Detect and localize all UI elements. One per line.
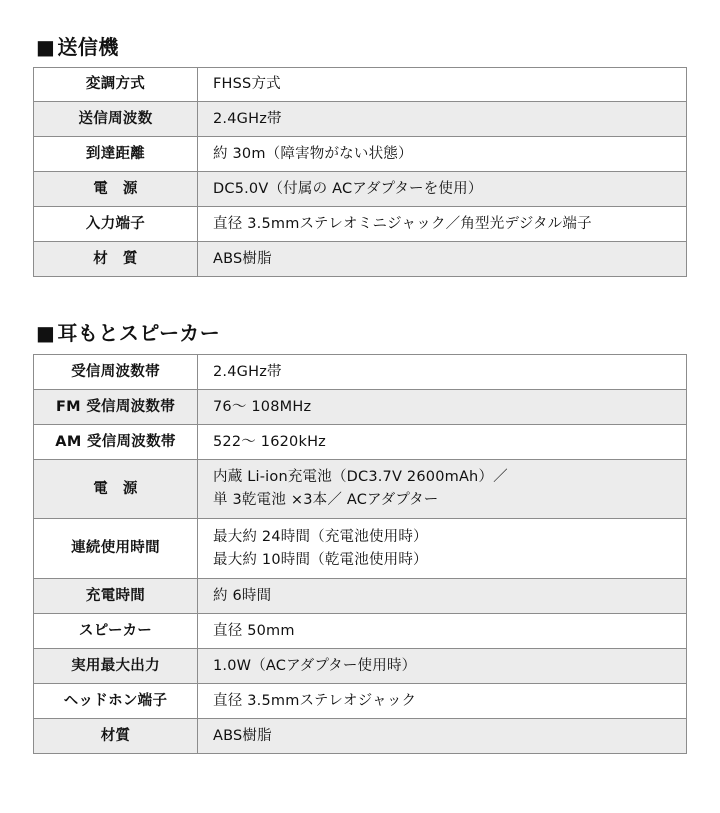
table-row [34,102,687,137]
spec-value-line: 76～ 108MHz [213,398,312,415]
spec-value [198,68,687,102]
spec-value-line: 522～ 1620kHz [213,433,326,450]
spec-value [198,614,687,649]
speaker-spec-table [33,354,687,754]
spec-value-line: 直径 3.5mmステレオミニジャック／角型光デジタル端子 [213,215,592,232]
spec-value [198,355,687,390]
table-row [34,425,687,460]
spec-value [198,684,687,719]
spec-label: 連続使用時間 [34,519,198,579]
table-row [34,719,687,754]
spec-label: 実用最大出力 [34,649,198,684]
spec-label: スピーカー [34,614,198,649]
spec-value [198,390,687,425]
spec-value-line: 直径 50mm [213,622,295,639]
spec-value-line: 2.4GHz帯 [213,110,282,127]
square-bullet-icon: ■ [36,321,56,345]
spec-value [198,519,687,579]
spec-value-line: 1.0W（ACアダプター使用時） [213,657,417,674]
table-row [34,242,687,277]
spec-label: 入力端子 [34,207,198,242]
spec-label: AM 受信周波数帯 [34,425,198,460]
spec-label: 電 源 [34,460,198,519]
spec-label: 材質 [34,719,198,754]
spec-value-line: 直径 3.5mmステレオジャック [213,692,417,709]
spec-label: FM 受信周波数帯 [34,390,198,425]
spec-value [198,719,687,754]
table-row [34,172,687,207]
spec-value-line: 約 6時間 [213,587,272,604]
table-row [34,137,687,172]
table-row [34,614,687,649]
section-title: 送信機 [57,35,119,59]
spec-value [198,207,687,242]
table-row [34,460,687,519]
table-row [34,207,687,242]
table-row [34,649,687,684]
spec-label: 材 質 [34,242,198,277]
spec-value [198,425,687,460]
spec-value [198,579,687,614]
spec-value-line: DC5.0V（付属の ACアダプターを使用） [213,180,483,197]
table-row [34,519,687,579]
spec-value-line: ABS樹脂 [213,727,272,744]
spec-value-line: 最大約 10時間（乾電池使用時） [213,551,428,568]
section-title: 耳もとスピーカー [57,321,221,345]
spec-label: 受信周波数帯 [34,355,198,390]
spec-value-line: 最大約 24時間（充電池使用時） [213,528,428,545]
square-bullet-icon: ■ [36,35,56,59]
spec-label: 到達距離 [34,137,198,172]
table-row [34,355,687,390]
spec-value [198,172,687,207]
spec-value [198,137,687,172]
spec-value-line: 内蔵 Li-ion充電池（DC3.7V 2600mAh）／ [213,469,508,485]
table-row [34,390,687,425]
spec-label: 送信周波数 [34,102,198,137]
table-row [34,684,687,719]
spec-label: ヘッドホン端子 [34,684,198,719]
section-heading-speaker [36,323,220,343]
transmitter-spec-table [33,67,687,277]
spec-value-line: 単 3乾電池 ×3本／ ACアダプター [213,492,439,508]
spec-label: 充電時間 [34,579,198,614]
section-heading-transmitter [36,37,119,57]
spec-value [198,649,687,684]
table-row [34,579,687,614]
spec-label: 変調方式 [34,68,198,102]
spec-value-line: FHSS方式 [213,76,281,92]
spec-value-line: ABS樹脂 [213,250,272,267]
spec-value-line: 2.4GHz帯 [213,363,282,380]
spec-value-line: 約 30m（障害物がない状態） [213,145,413,162]
spec-value [198,460,687,519]
spec-value [198,102,687,137]
spec-label: 電 源 [34,172,198,207]
spec-value [198,242,687,277]
table-row [34,68,687,102]
